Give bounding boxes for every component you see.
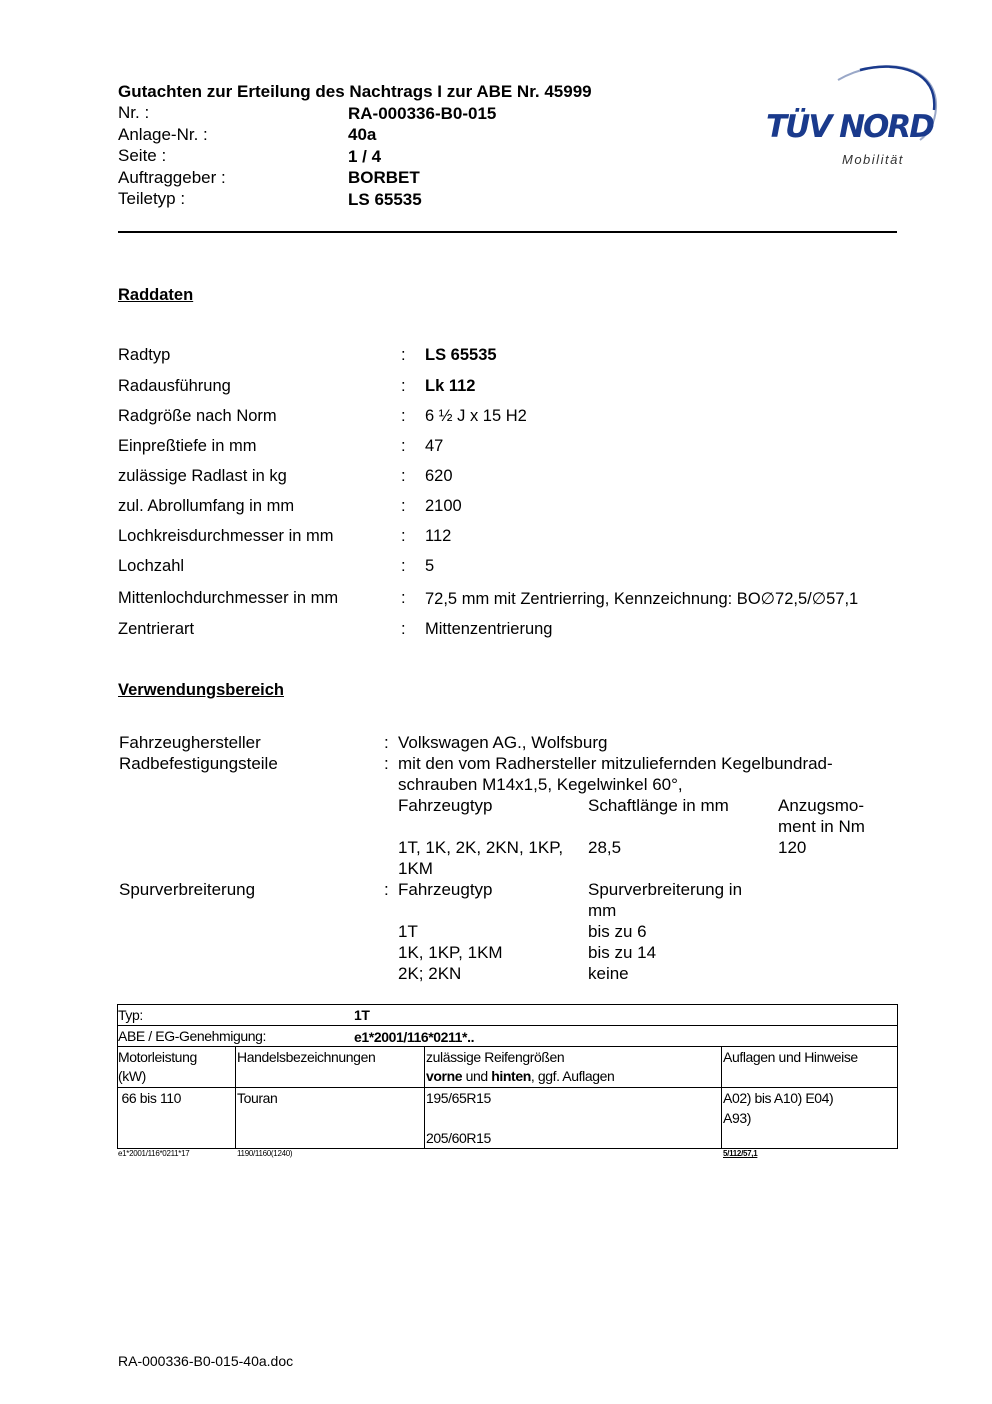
row-reifen-2: 205/60R15 xyxy=(426,1130,491,1146)
spur-label: Spurverbreiterung xyxy=(119,880,256,899)
field-label-teiletyp: Teiletyp : xyxy=(118,189,186,208)
field-value-seite: 1 / 4 xyxy=(348,147,382,166)
raddaten-value: 5 xyxy=(425,557,435,575)
row-auflagen-2: A93) xyxy=(723,1110,751,1126)
bef-head-fahrzeugtyp: Fahrzeugtyp xyxy=(398,796,493,815)
table-foot-genehmigung: e1*2001/116*0211*17 xyxy=(118,1149,190,1158)
bef-head-anzug-2: ment in Nm xyxy=(778,817,865,836)
section-title-raddaten: Raddaten xyxy=(118,286,194,304)
raddaten-value: 112 xyxy=(425,527,452,545)
raddaten-value: LS 65535 xyxy=(425,346,497,364)
raddaten-value: 47 xyxy=(425,437,444,455)
raddaten-value: 2100 xyxy=(425,497,462,515)
raddaten-label: Radgröße nach Norm xyxy=(118,407,277,425)
bef-schaftlaenge: 28,5 xyxy=(588,838,622,857)
spur-typ: 1T xyxy=(398,922,418,941)
table-abe-label: ABE / EG-Genehmigung: xyxy=(118,1028,267,1044)
col-motorleistung-2: (kW) xyxy=(118,1068,146,1084)
table-typ-value: 1T xyxy=(354,1007,370,1023)
befestigung-line1: mit den vom Radhersteller mitzuliefernden Kegelbundrad- xyxy=(398,754,833,773)
header-rule xyxy=(118,231,897,233)
footer-filename: RA-000336-B0-015-40a.doc xyxy=(118,1353,294,1369)
field-label-anlage: Anlage-Nr. : xyxy=(118,125,208,144)
field-value-anlage: 40a xyxy=(348,125,377,144)
table-foot-gewicht: 1190/1160(1240) xyxy=(237,1149,293,1158)
row-handelsbezeichnung: Touran xyxy=(237,1090,278,1106)
table-typ-label: Typ: xyxy=(118,1007,143,1023)
field-label-auftraggeber: Auftraggeber : xyxy=(118,168,226,187)
raddaten-label: Radausführung xyxy=(118,377,231,395)
spur-value: bis zu 14 xyxy=(588,943,657,962)
bef-typ-line2: 1KM xyxy=(398,859,433,878)
hersteller-value: Volkswagen AG., Wolfsburg xyxy=(398,733,608,752)
hersteller-label: Fahrzeughersteller xyxy=(119,733,261,752)
bef-typ-line1: 1T, 1K, 2K, 2KN, 1KP, xyxy=(398,838,564,857)
col-auflagen: Auflagen und Hinweise xyxy=(723,1049,858,1065)
spur-head-value-1: Spurverbreiterung in xyxy=(588,880,743,899)
spur-typ: 2K; 2KN xyxy=(398,964,462,983)
col-reifengroessen-1: zulässige Reifengrößen xyxy=(426,1049,565,1065)
spur-head-fahrzeugtyp: Fahrzeugtyp xyxy=(398,880,493,899)
col-motorleistung-1: Motorleistung xyxy=(118,1049,197,1065)
logo-subtitle: Mobilität xyxy=(842,152,904,167)
row-auflagen-1: A02) bis A10) E04) xyxy=(723,1090,834,1106)
raddaten-label: zul. Abrollumfang in mm xyxy=(118,497,295,515)
col-handelsbezeichnungen: Handelsbezeichnungen xyxy=(237,1049,376,1065)
table-abe-value: e1*2001/116*0211*.. xyxy=(354,1029,475,1045)
tuev-nord-logo xyxy=(760,58,940,173)
befestigung-label: Radbefestigungsteile xyxy=(119,754,278,773)
raddaten-label: Zentrierart xyxy=(118,620,195,638)
row-motorleistung: 66 bis 110 xyxy=(118,1090,182,1106)
col-reifengroessen-2: vorne und hinten, ggf. Auflagen xyxy=(426,1068,615,1084)
bef-anzugsmoment: 120 xyxy=(778,838,807,857)
logo-brand: TÜV NORD xyxy=(766,109,934,145)
raddaten-label: Mittenlochdurchmesser in mm xyxy=(118,589,339,607)
raddaten-label: zulässige Radlast in kg xyxy=(118,467,287,485)
spur-head-value-2: mm xyxy=(588,901,617,920)
field-value-auftraggeber: BORBET xyxy=(348,168,420,187)
table-foot-lochkreis: 5/112/57,1 xyxy=(723,1149,758,1158)
document-title: Gutachten zur Erteilung des Nachtrags I zur ABE Nr. 45999 xyxy=(118,82,592,101)
raddaten-label: Radtyp xyxy=(118,346,171,364)
field-label-nr: Nr. : xyxy=(118,103,150,122)
befestigung-line2: schrauben M14x1,5, Kegelwinkel 60°, xyxy=(398,775,683,794)
spur-typ: 1K, 1KP, 1KM xyxy=(398,943,503,962)
spur-value: keine xyxy=(588,964,629,983)
bef-head-anzug-1: Anzugsmo- xyxy=(778,796,864,815)
raddaten-value: 620 xyxy=(425,467,453,485)
raddaten-label: Lochzahl xyxy=(118,557,185,575)
bef-head-schaftlaenge: Schaftlänge in mm xyxy=(588,796,729,815)
field-value-nr: RA-000336-B0-015 xyxy=(348,104,497,123)
field-value-teiletyp: LS 65535 xyxy=(348,190,422,209)
raddaten-label: Lochkreisdurchmesser in mm xyxy=(118,527,334,545)
row-reifen-1: 195/65R15 xyxy=(426,1090,491,1106)
raddaten-label: Einpreßtiefe in mm xyxy=(118,437,257,455)
raddaten-value: 72,5 mm mit Zentrierring, Kennzeichnung: BO∅72,5/∅57,1 xyxy=(425,590,859,608)
section-title-verwendungsbereich: Verwendungsbereich xyxy=(118,681,284,699)
raddaten-value: 6 ½ J x 15 H2 xyxy=(425,407,527,425)
spur-value: bis zu 6 xyxy=(588,922,647,941)
raddaten-value: Mittenzentrierung xyxy=(425,620,553,638)
raddaten-value: Lk 112 xyxy=(425,377,476,395)
field-label-seite: Seite : xyxy=(118,146,167,165)
